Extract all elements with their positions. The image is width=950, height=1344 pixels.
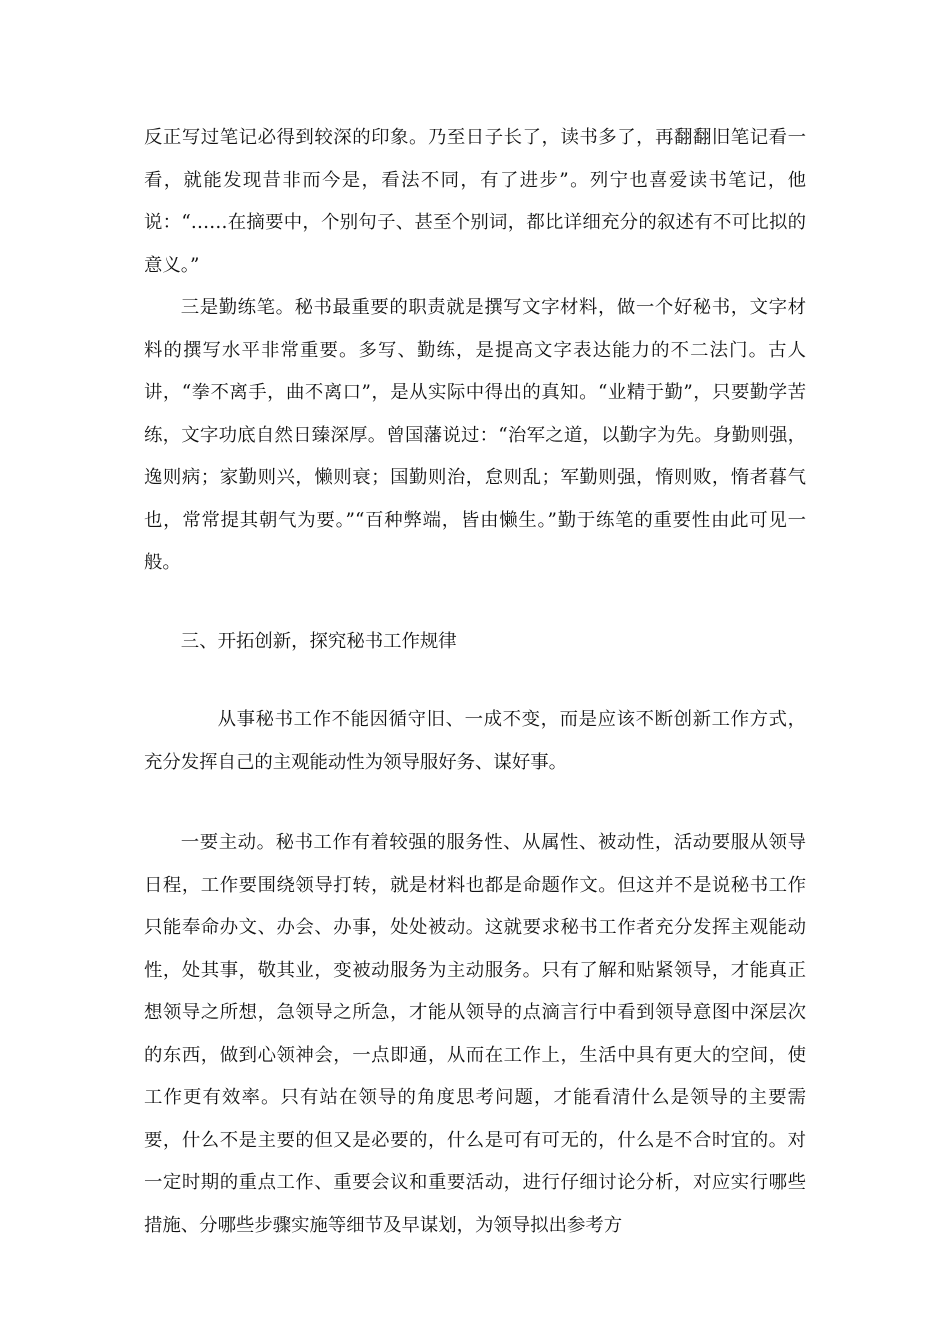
paragraph-be-proactive: 一要主动。秘书工作有着较强的服务性、从属性、被动性，活动要服从领导日程，工作要围绕领导打转，就是材料也都是命题作文。但这并不是说秘书工作只能奉命办文、办会、办事，处处被动。这就要求秘书工作者充分发挥主观能动性，处其事，敬其业，变被动服务为主动服务。只有了解和贴紧领导，才能真正想领导之所想，急领导之所急，才能从领导的点滴言行中看到领导意图中深层次的东西，做到心领神会，一点即通，从而在工作上，生活中具有更大的空间，使工作更有效率。只有站在领导的角度思考问题，才能看清什么是领导的主要需要，什么不是主要的但又是必要的，什么是可有可无的，什么是不合时宜的。对一定时期的重点工作、重要会议和重要活动，进行仔细讨论分析，对应实行哪些措施、分哪些步骤实施等细节及早谋划，为领导拟出参考方 (144, 832, 806, 1236)
spacer (144, 784, 806, 822)
document-body (144, 117, 806, 1247)
paragraph-practice-writing: 三是勤练笔。秘书最重要的职责就是撰写文字材料，做一个好秘书，文字材料的撰写水平非常重要。多写、勤练，是提高文字表达能力的不二法门。古人讲，“拳不离手，曲不离口”，是从实际中得出的真知。“业精于勤”，只要勤学苦练，文字功底自然日臻深厚。曾国藩说过：“治军之道，以勤字为先。身勤则强，逸则病；家勤则兴，懒则衰；国勤则治，怠则乱；军勤则强，惰则败，惰者暮气也，常常提其朝气为要。”“百种弊端，皆由懒生。”勤于练笔的重要性由此可见一般。 (144, 297, 806, 573)
paragraph-innovation-intro: 从事秘书工作不能因循守旧、一成不变，而是应该不断创新工作方式，充分发挥自己的主观能动性为领导服好务、谋好事。 (144, 709, 806, 773)
paragraph-reading-notes: 反正写过笔记必得到较深的印象。乃至日子长了，读书多了，再翻翻旧笔记看一看，就能发现昔非而今是，看法不同，有了进步”。列宁也喜爱读书笔记，他说：“……在摘要中，个别句子、甚至个别词，都比详细充分的叙述有不可比拟的意义。” (144, 127, 806, 276)
spacer (144, 663, 806, 699)
spacer (144, 585, 806, 621)
section-heading: 三、开拓创新，探究秘书工作规律 (180, 630, 457, 652)
